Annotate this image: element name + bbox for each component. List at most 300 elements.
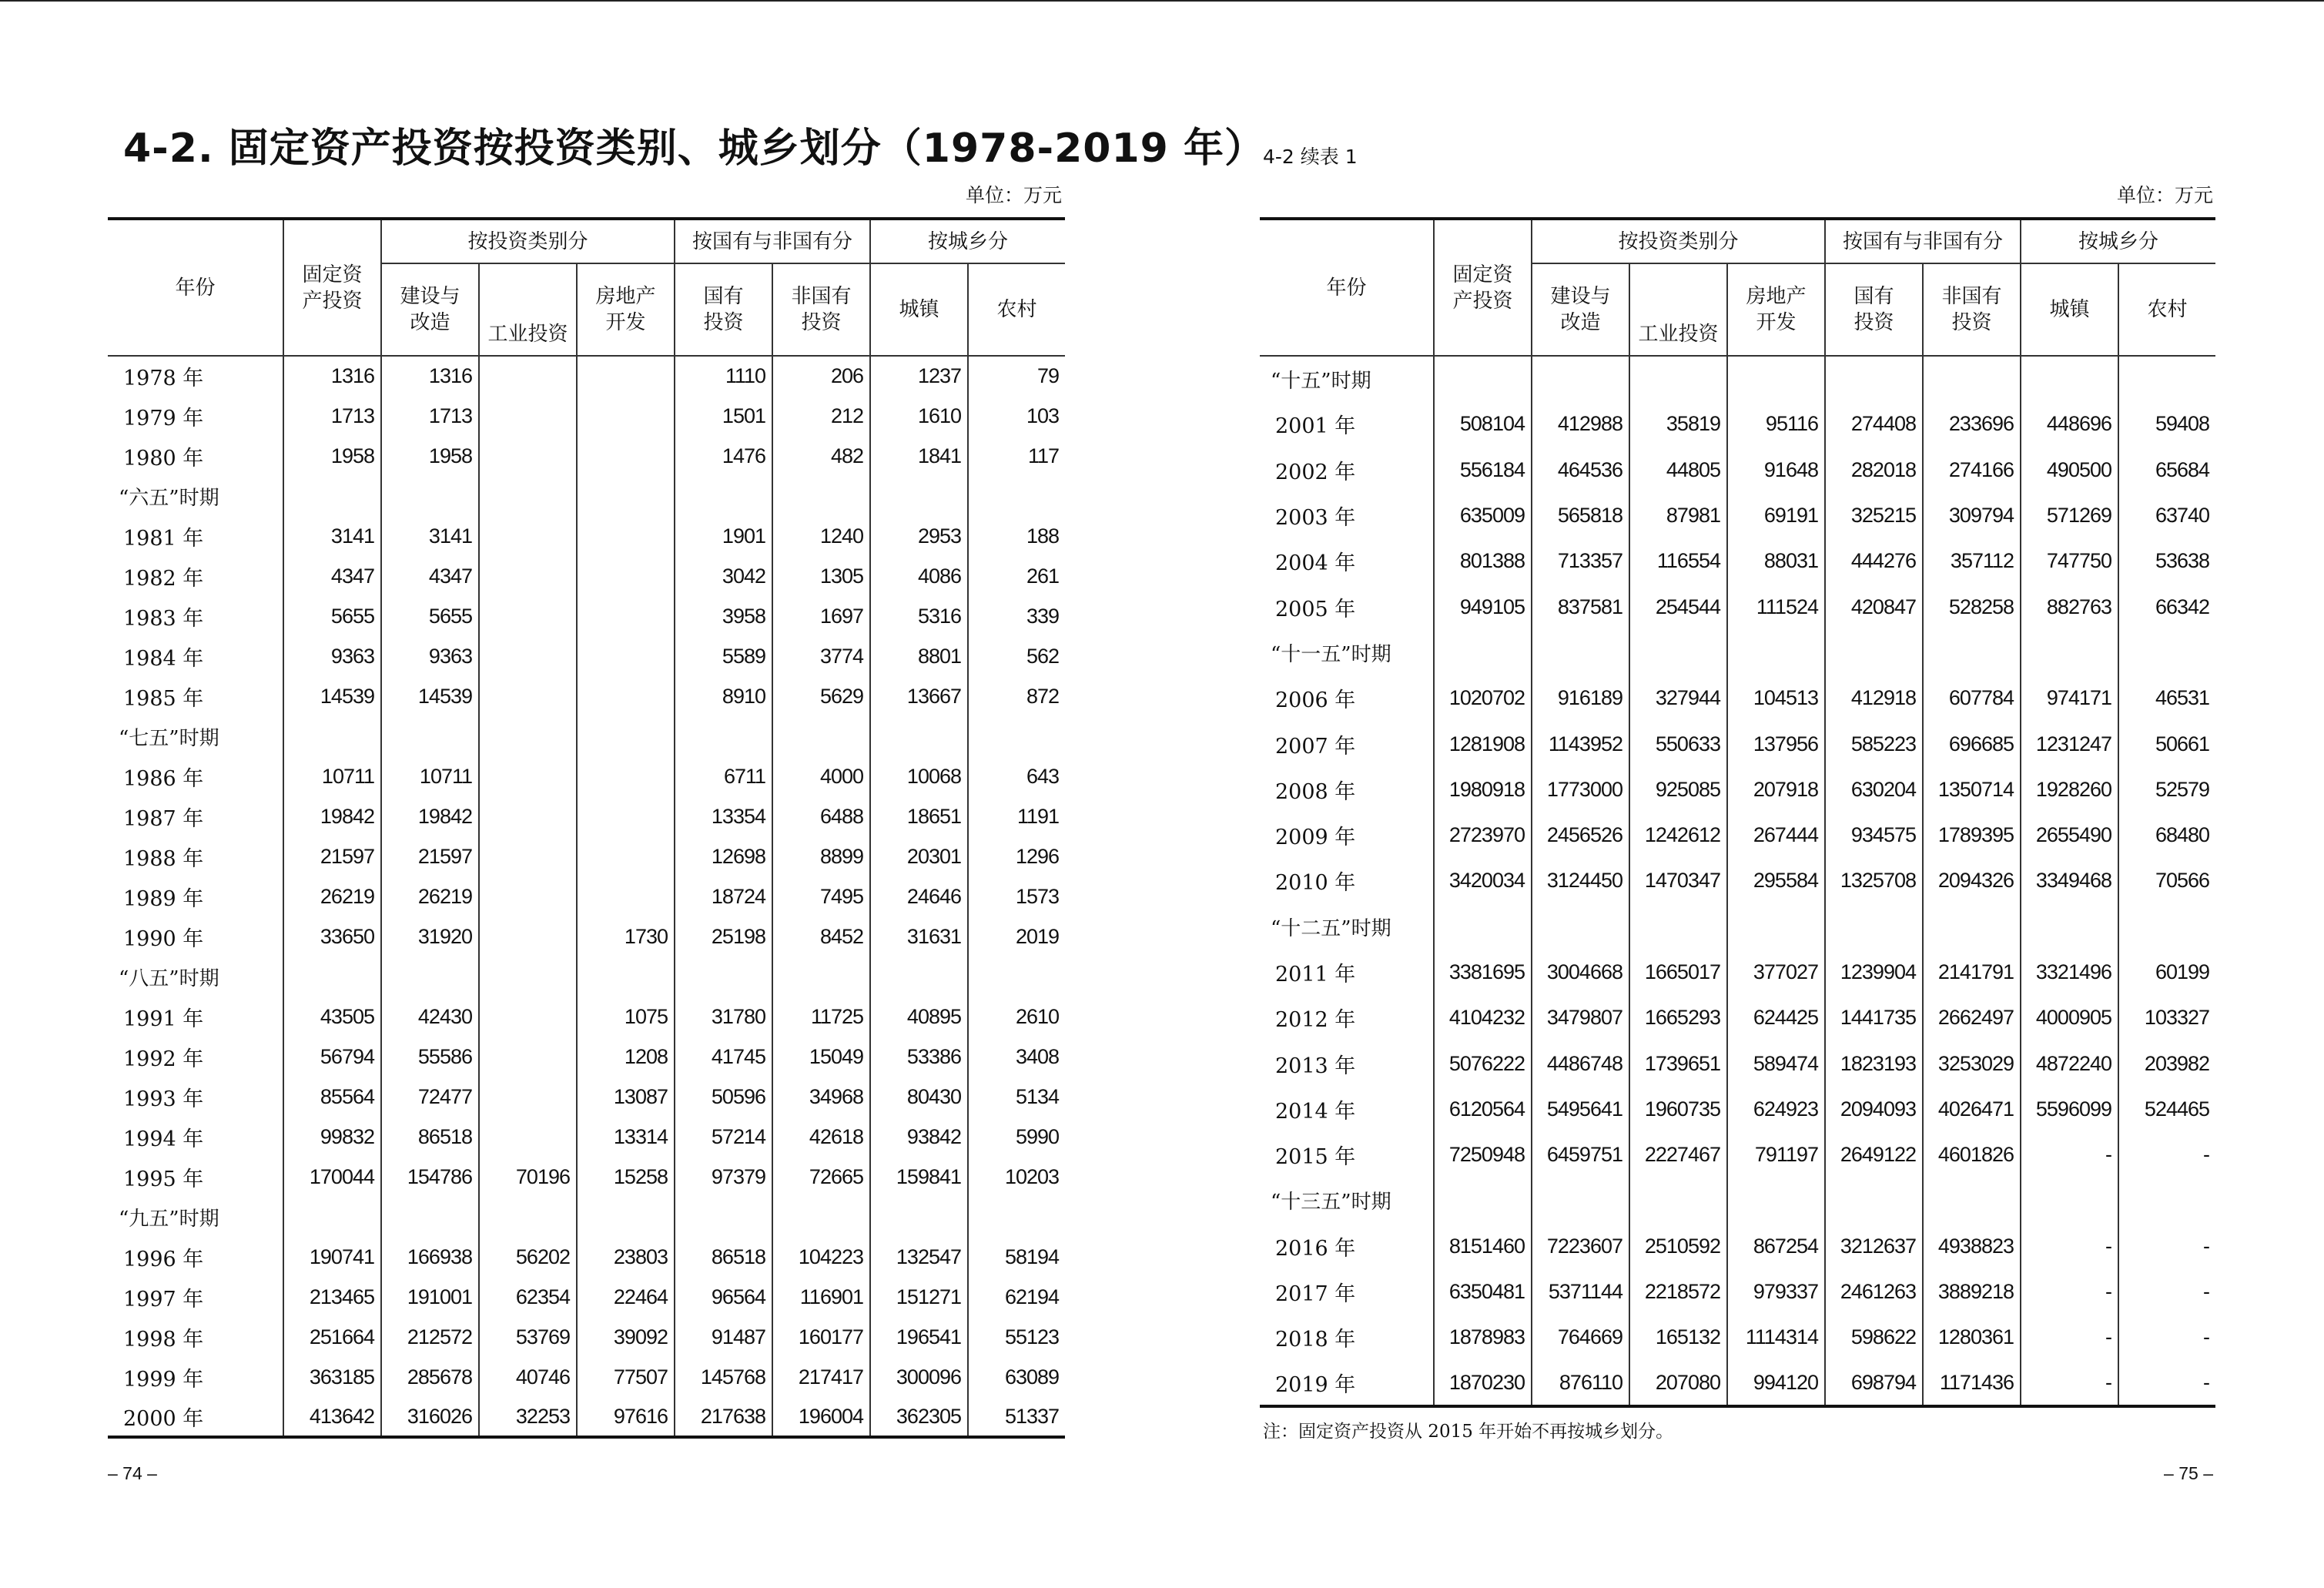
header-industrial-investment: 工业投资 <box>479 263 577 356</box>
year-cell: 1982 年 <box>123 566 204 591</box>
value-cell <box>1727 630 1825 675</box>
value-cell: 464536 <box>1532 447 1629 493</box>
value-cell: 60199 <box>2118 950 2215 995</box>
value-cell: 4000 <box>772 756 870 796</box>
value-cell: 3420034 <box>1434 858 1532 903</box>
value-cell <box>479 1037 577 1077</box>
header-by-ownership: 按国有与非国有分 <box>675 219 870 263</box>
value-cell: 2094093 <box>1825 1087 1923 1132</box>
value-cell <box>1825 630 1923 675</box>
value-cell: 3479807 <box>1532 995 1629 1040</box>
value-cell: 159841 <box>870 1157 968 1197</box>
value-cell: 362305 <box>870 1397 968 1437</box>
value-cell: 363185 <box>283 1357 381 1397</box>
value-cell <box>2118 1178 2215 1223</box>
table-row <box>108 1077 1065 1117</box>
value-cell: 1928260 <box>2021 767 2118 812</box>
value-cell: 5134 <box>968 1077 1065 1117</box>
value-cell: 282018 <box>1825 447 1923 493</box>
value-cell: 1960735 <box>1629 1087 1727 1132</box>
value-cell: 325215 <box>1825 493 1923 538</box>
value-cell: 1610 <box>870 396 968 436</box>
value-cell <box>1727 904 1825 950</box>
value-cell: 1713 <box>381 396 479 436</box>
value-cell <box>968 476 1065 516</box>
value-cell: 87981 <box>1629 493 1727 538</box>
year-cell: 1998 年 <box>123 1327 204 1352</box>
value-cell <box>381 716 479 756</box>
value-cell: 3004668 <box>1532 950 1629 995</box>
value-cell: 696685 <box>1923 721 2021 766</box>
value-cell: 698794 <box>1825 1361 1923 1406</box>
value-cell: 1713 <box>283 396 381 436</box>
value-cell: 3141 <box>283 516 381 556</box>
year-cell: 1990 年 <box>123 926 204 951</box>
table-row <box>108 916 1065 956</box>
header-construction-renovation: 建设与 改造 <box>381 263 479 356</box>
value-cell: 99832 <box>283 1117 381 1157</box>
value-cell <box>577 756 675 796</box>
period-label: “六五”时期 <box>119 486 219 510</box>
table-row <box>1260 1087 2215 1132</box>
value-cell: 24646 <box>870 876 968 916</box>
value-cell: 6711 <box>675 756 772 796</box>
value-cell: 43505 <box>283 997 381 1037</box>
value-cell: 19842 <box>283 796 381 836</box>
value-cell: 3408 <box>968 1037 1065 1077</box>
value-cell: 2510592 <box>1629 1224 1727 1269</box>
value-cell: 6459751 <box>1532 1132 1629 1178</box>
value-cell: 5316 <box>870 596 968 636</box>
header-industrial-investment: 工业投资 <box>1629 263 1727 356</box>
value-cell <box>479 916 577 956</box>
value-cell: 95116 <box>1727 401 1825 447</box>
value-cell: 79 <box>968 356 1065 396</box>
value-cell: 295584 <box>1727 858 1825 903</box>
value-cell: 63089 <box>968 1357 1065 1397</box>
year-cell: 2016 年 <box>1275 1236 1356 1261</box>
value-cell: 25198 <box>675 916 772 956</box>
value-cell <box>283 476 381 516</box>
value-cell: 630204 <box>1825 767 1923 812</box>
value-cell: 713357 <box>1532 538 1629 584</box>
year-cell: 2019 年 <box>1260 1361 1434 1406</box>
header-urban: 城镇 <box>870 263 968 356</box>
value-cell: 212572 <box>381 1317 479 1357</box>
value-cell <box>381 1197 479 1237</box>
value-cell: 339 <box>968 596 1065 636</box>
value-cell: 635009 <box>1434 493 1532 538</box>
year-cell: 2007 年 <box>1275 734 1356 759</box>
value-cell: 5495641 <box>1532 1087 1629 1132</box>
investment-table <box>108 217 1065 1439</box>
value-cell <box>479 436 577 476</box>
value-cell: 607784 <box>1923 675 2021 721</box>
table-body <box>108 356 1065 1437</box>
value-cell: 31780 <box>675 997 772 1037</box>
table-row <box>1260 721 2215 766</box>
value-cell: 3349468 <box>2021 858 2118 903</box>
value-cell: 15049 <box>772 1037 870 1077</box>
table-row <box>1260 675 2215 721</box>
unit-label: 单位：万元 <box>965 184 1062 206</box>
value-cell <box>2118 630 2215 675</box>
value-cell: 1841 <box>870 436 968 476</box>
value-cell: 2610 <box>968 997 1065 1037</box>
value-cell: 103 <box>968 396 1065 436</box>
value-cell: 188 <box>968 516 1065 556</box>
value-cell: 58194 <box>968 1237 1065 1277</box>
value-cell: 40895 <box>870 997 968 1037</box>
value-cell <box>381 956 479 997</box>
value-cell <box>577 796 675 836</box>
value-cell: 217417 <box>772 1357 870 1397</box>
value-cell: 116901 <box>772 1277 870 1317</box>
year-cell: 1988 年 <box>123 846 204 871</box>
value-cell: 1075 <box>577 997 675 1037</box>
year-cell: 1991 年 <box>123 1007 204 1031</box>
value-cell <box>2021 630 2118 675</box>
value-cell: 70566 <box>2118 858 2215 903</box>
value-cell: 97616 <box>577 1397 675 1437</box>
value-cell: 413642 <box>283 1397 381 1437</box>
value-cell: 233696 <box>1923 401 2021 447</box>
table-row <box>108 1397 1065 1437</box>
value-cell <box>772 956 870 997</box>
value-cell: 934575 <box>1825 812 1923 858</box>
value-cell <box>2021 356 2118 401</box>
value-cell: 7495 <box>772 876 870 916</box>
value-cell: 1316 <box>381 356 479 396</box>
table-footnote: 注：固定资产投资从 2015 年开始不再按城乡划分。 <box>1263 1422 1674 1442</box>
value-cell: 3042 <box>675 556 772 596</box>
value-cell: 20301 <box>870 836 968 876</box>
value-cell: 482 <box>772 436 870 476</box>
value-cell: 86518 <box>675 1237 772 1277</box>
value-cell: 132547 <box>870 1237 968 1277</box>
value-cell: - <box>2118 1224 2215 1269</box>
value-cell: 1476 <box>675 436 772 476</box>
value-cell <box>577 876 675 916</box>
value-cell <box>577 676 675 716</box>
value-cell: 53638 <box>2118 538 2215 584</box>
value-cell: 524465 <box>2118 1087 2215 1132</box>
value-cell <box>577 716 675 756</box>
value-cell: 52579 <box>2118 767 2215 812</box>
table-row <box>1260 812 2215 858</box>
value-cell: 191001 <box>381 1277 479 1317</box>
value-cell: 300096 <box>870 1357 968 1397</box>
header-real-estate: 房地产 开发 <box>1727 263 1825 356</box>
period-row <box>108 476 1065 516</box>
year-cell: 1986 年 <box>123 766 204 791</box>
table-row <box>108 396 1065 436</box>
year-cell: 2005 年 <box>1275 597 1356 621</box>
period-label: “七五”时期 <box>119 726 219 750</box>
value-cell <box>479 956 577 997</box>
value-cell: 62354 <box>479 1277 577 1317</box>
value-cell <box>1629 356 1727 401</box>
value-cell: 508104 <box>1434 401 1532 447</box>
value-cell <box>479 796 577 836</box>
value-cell: 93842 <box>870 1117 968 1157</box>
value-cell: 97379 <box>675 1157 772 1197</box>
value-cell: 22464 <box>577 1277 675 1317</box>
period-label: “十三五”时期 <box>1271 1191 1391 1214</box>
value-cell: 1501 <box>675 396 772 436</box>
value-cell: 882763 <box>2021 584 2118 629</box>
value-cell: 8452 <box>772 916 870 956</box>
year-cell: 2000 年 <box>108 1397 283 1437</box>
page-number: – 75 – <box>2164 1463 2213 1483</box>
value-cell <box>870 476 968 516</box>
period-row <box>108 1197 1065 1237</box>
value-cell: 1191 <box>968 796 1065 836</box>
value-cell: 190741 <box>283 1237 381 1277</box>
value-cell: 1350714 <box>1923 767 2021 812</box>
value-cell: 51337 <box>968 1397 1065 1437</box>
header-by-investment-type: 按投资类别分 <box>1532 219 1825 263</box>
value-cell <box>1825 1178 1923 1223</box>
header-year: 年份 <box>1260 219 1434 356</box>
value-cell: 1239904 <box>1825 950 1923 995</box>
value-cell: 213465 <box>283 1277 381 1317</box>
value-cell <box>479 356 577 396</box>
value-cell: 1325708 <box>1825 858 1923 903</box>
value-cell: 206 <box>772 356 870 396</box>
value-cell: 1296 <box>968 836 1065 876</box>
value-cell: 10068 <box>870 756 968 796</box>
value-cell: - <box>2021 1224 2118 1269</box>
value-cell: 1697 <box>772 596 870 636</box>
table-row <box>108 1037 1065 1077</box>
value-cell: 357112 <box>1923 538 2021 584</box>
value-cell: 528258 <box>1923 584 2021 629</box>
value-cell: 65684 <box>2118 447 2215 493</box>
value-cell: 42430 <box>381 997 479 1037</box>
value-cell: 62194 <box>968 1277 1065 1317</box>
year-cell: 2010 年 <box>1275 871 1356 896</box>
year-cell: 2002 年 <box>1275 460 1356 484</box>
value-cell: 490500 <box>2021 447 2118 493</box>
value-cell: 1281908 <box>1434 721 1532 766</box>
value-cell: 46531 <box>2118 675 2215 721</box>
value-cell <box>870 1197 968 1237</box>
value-cell: 154786 <box>381 1157 479 1197</box>
value-cell: - <box>2118 1361 2215 1406</box>
value-cell: 15258 <box>577 1157 675 1197</box>
value-cell: 876110 <box>1532 1361 1629 1406</box>
value-cell: 212 <box>772 396 870 436</box>
value-cell: 137956 <box>1727 721 1825 766</box>
value-cell: 196004 <box>772 1397 870 1437</box>
value-cell: 5076222 <box>1434 1040 1532 1086</box>
value-cell: 151271 <box>870 1277 968 1317</box>
table-row <box>108 1317 1065 1357</box>
table-row <box>1260 401 2215 447</box>
value-cell: 377027 <box>1727 950 1825 995</box>
value-cell: 91487 <box>675 1317 772 1357</box>
value-cell <box>577 836 675 876</box>
value-cell <box>577 516 675 556</box>
value-cell: 44805 <box>1629 447 1727 493</box>
header-year: 年份 <box>108 219 283 356</box>
value-cell: 1958 <box>283 436 381 476</box>
value-cell: 801388 <box>1434 538 1532 584</box>
year-cell: 2015 年 <box>1275 1145 1356 1170</box>
value-cell: 13087 <box>577 1077 675 1117</box>
year-cell: 1993 年 <box>123 1087 204 1111</box>
value-cell <box>675 476 772 516</box>
value-cell: 4601826 <box>1923 1132 2021 1178</box>
value-cell: 4872240 <box>2021 1040 2118 1086</box>
table-row <box>108 1357 1065 1397</box>
value-cell: 3212637 <box>1825 1224 1923 1269</box>
value-cell: 1980918 <box>1434 767 1532 812</box>
value-cell: 949105 <box>1434 584 1532 629</box>
value-cell: 1114314 <box>1727 1315 1825 1360</box>
year-cell: 2006 年 <box>1275 688 1356 713</box>
value-cell: 1773000 <box>1532 767 1629 812</box>
value-cell <box>1532 356 1629 401</box>
value-cell: 70196 <box>479 1157 577 1197</box>
table-body <box>1260 356 2215 1406</box>
value-cell <box>1434 904 1532 950</box>
value-cell: 13314 <box>577 1117 675 1157</box>
period-row <box>1260 904 2215 950</box>
value-cell: - <box>2021 1361 2118 1406</box>
value-cell: 39092 <box>577 1317 675 1357</box>
value-cell <box>2118 904 2215 950</box>
value-cell: 53386 <box>870 1037 968 1077</box>
value-cell: 589474 <box>1727 1040 1825 1086</box>
value-cell: 2456526 <box>1532 812 1629 858</box>
value-cell: 4026471 <box>1923 1087 2021 1132</box>
value-cell: 11725 <box>772 997 870 1037</box>
value-cell: 14539 <box>283 676 381 716</box>
value-cell: 3321496 <box>2021 950 2118 995</box>
value-cell: 66342 <box>2118 584 2215 629</box>
value-cell: 40746 <box>479 1357 577 1397</box>
value-cell: 3141 <box>381 516 479 556</box>
value-cell: 5596099 <box>2021 1087 2118 1132</box>
year-cell: 2014 年 <box>1275 1099 1356 1124</box>
value-cell <box>577 476 675 516</box>
value-cell: 261 <box>968 556 1065 596</box>
value-cell: 31631 <box>870 916 968 956</box>
value-cell <box>479 596 577 636</box>
value-cell <box>479 1197 577 1237</box>
table-row <box>108 596 1065 636</box>
value-cell: 104223 <box>772 1237 870 1277</box>
value-cell: 1020702 <box>1434 675 1532 721</box>
value-cell: 56202 <box>479 1237 577 1277</box>
value-cell: 1143952 <box>1532 721 1629 766</box>
value-cell: 4938823 <box>1923 1224 2021 1269</box>
value-cell: 867254 <box>1727 1224 1825 1269</box>
table-row <box>108 876 1065 916</box>
year-cell: 1997 年 <box>123 1287 204 1312</box>
value-cell: 1958 <box>381 436 479 476</box>
value-cell: 837581 <box>1532 584 1629 629</box>
value-cell: 18724 <box>675 876 772 916</box>
value-cell: 556184 <box>1434 447 1532 493</box>
value-cell: 1878983 <box>1434 1315 1532 1360</box>
table-row <box>108 356 1065 396</box>
value-cell: 562 <box>968 636 1065 676</box>
value-cell: 1280361 <box>1923 1315 2021 1360</box>
value-cell: 2218572 <box>1629 1269 1727 1315</box>
value-cell: 55586 <box>381 1037 479 1077</box>
value-cell <box>1532 904 1629 950</box>
value-cell <box>1532 630 1629 675</box>
value-cell: 5589 <box>675 636 772 676</box>
page-number: – 74 – <box>108 1463 157 1483</box>
table-row <box>108 997 1065 1037</box>
table-row <box>108 756 1065 796</box>
value-cell: 1231247 <box>2021 721 2118 766</box>
value-cell: 207918 <box>1727 767 1825 812</box>
value-cell: 274408 <box>1825 401 1923 447</box>
value-cell <box>1434 356 1532 401</box>
value-cell: 1730 <box>577 916 675 956</box>
value-cell: 21597 <box>283 836 381 876</box>
year-cell: 2013 年 <box>1275 1054 1356 1078</box>
value-cell: 267444 <box>1727 812 1825 858</box>
table-row <box>108 636 1065 676</box>
value-cell: 994120 <box>1727 1361 1825 1406</box>
value-cell: 4000905 <box>2021 995 2118 1040</box>
value-cell <box>577 956 675 997</box>
period-label: “十二五”时期 <box>1271 916 1391 940</box>
period-row <box>1260 630 2215 675</box>
value-cell <box>479 676 577 716</box>
period-row <box>1260 356 2215 401</box>
value-cell: 7250948 <box>1434 1132 1532 1178</box>
value-cell: 8899 <box>772 836 870 876</box>
value-cell <box>479 876 577 916</box>
year-cell: 1996 年 <box>123 1247 204 1271</box>
value-cell: 2662497 <box>1923 995 2021 1040</box>
value-cell: 1470347 <box>1629 858 1727 903</box>
year-cell: 1989 年 <box>123 886 204 911</box>
value-cell: 72665 <box>772 1157 870 1197</box>
value-cell: 1870230 <box>1434 1361 1532 1406</box>
value-cell <box>479 556 577 596</box>
value-cell <box>1727 356 1825 401</box>
value-cell: 13354 <box>675 796 772 836</box>
value-cell: 19842 <box>381 796 479 836</box>
year-cell: 1999 年 <box>123 1367 204 1392</box>
value-cell <box>772 716 870 756</box>
value-cell: 104513 <box>1727 675 1825 721</box>
value-cell: 448696 <box>2021 401 2118 447</box>
value-cell: 285678 <box>381 1357 479 1397</box>
table-row <box>108 436 1065 476</box>
value-cell <box>2021 904 2118 950</box>
value-cell: 1110 <box>675 356 772 396</box>
value-cell <box>283 1197 381 1237</box>
table-row <box>108 1157 1065 1197</box>
year-cell: 1984 年 <box>123 646 204 671</box>
value-cell: 309794 <box>1923 493 2021 538</box>
value-cell: - <box>2118 1132 2215 1178</box>
value-cell: 251664 <box>283 1317 381 1357</box>
header-rural: 农村 <box>2118 263 2215 356</box>
value-cell: 1739651 <box>1629 1040 1727 1086</box>
value-cell: 8910 <box>675 676 772 716</box>
header-real-estate: 房地产 开发 <box>577 263 675 356</box>
